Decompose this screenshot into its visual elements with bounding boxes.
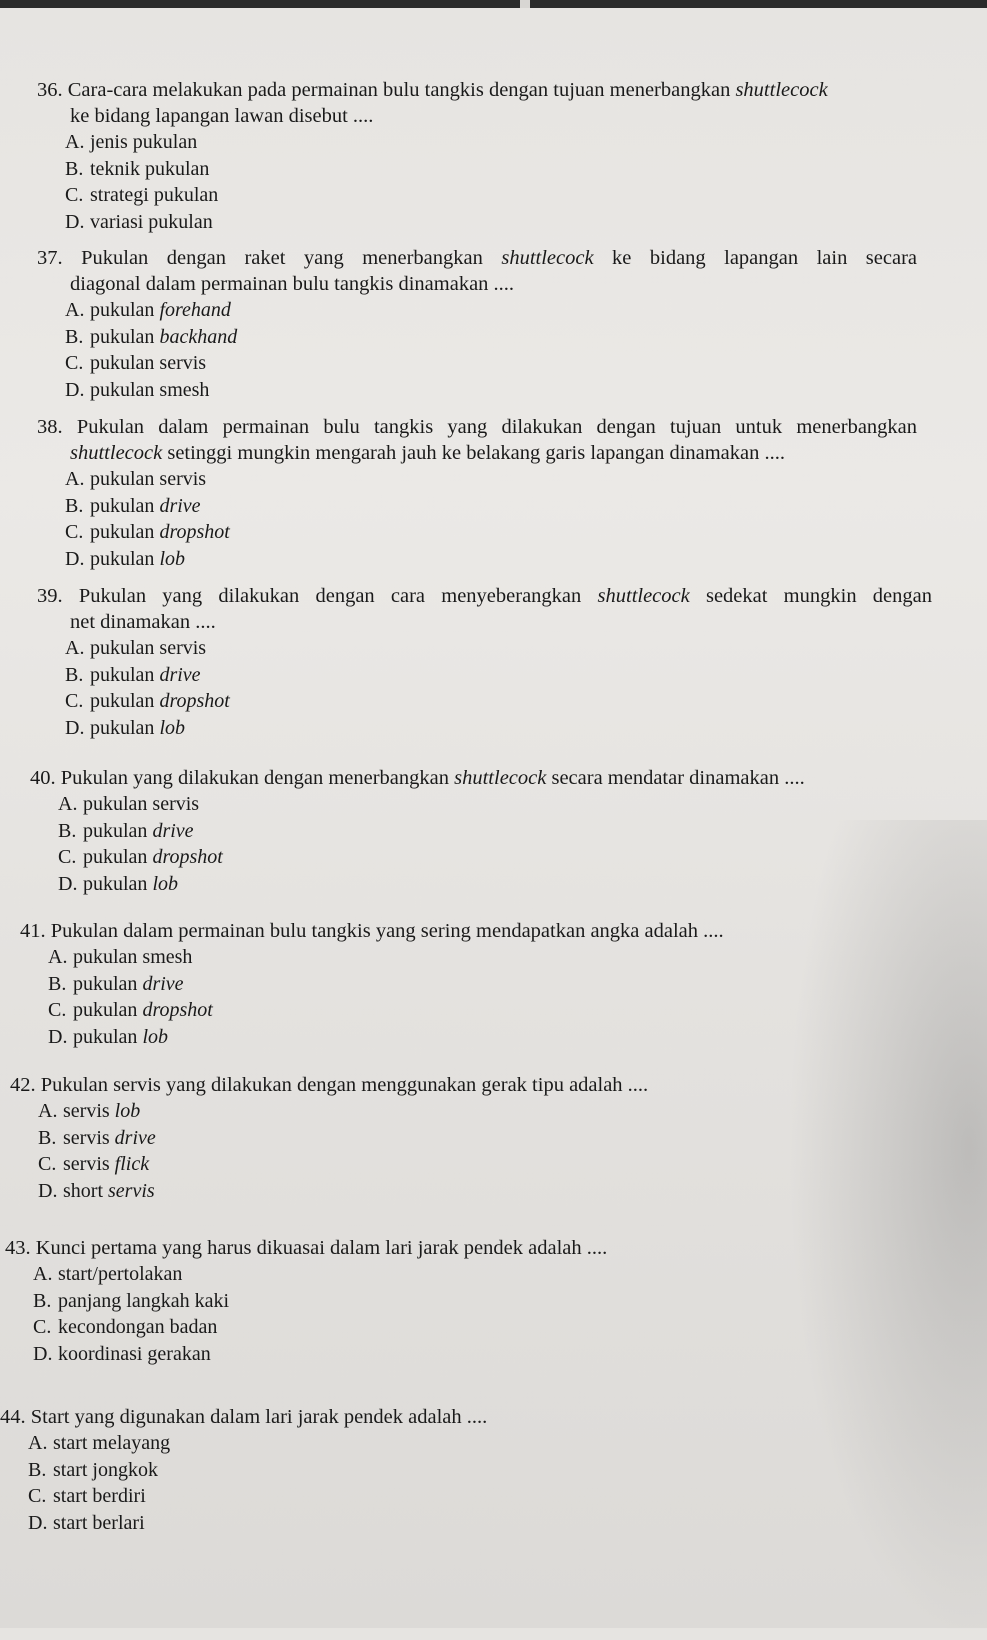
question-36 <box>37 77 828 235</box>
answer-options <box>65 297 917 403</box>
question-stem <box>10 1072 648 1098</box>
question-38 <box>37 414 917 572</box>
text-segment: koordinasi gerakan <box>58 1342 211 1365</box>
text-segment: servis <box>63 1153 115 1175</box>
answer-option-b[interactable] <box>28 1457 487 1484</box>
answer-option-b[interactable] <box>48 971 724 998</box>
text-segment: Pukulan servis yang dilakukan dengan menggunakan gerak tipu adalah .... <box>40 1074 649 1096</box>
option-letter: C. <box>48 999 67 1021</box>
option-letter: D. <box>65 378 85 401</box>
text-segment: panjang langkah kaki <box>58 1289 230 1312</box>
option-letter: B. <box>65 663 84 686</box>
text-segment: pukulan smesh <box>90 378 210 401</box>
option-letter: A. <box>65 299 85 321</box>
text-segment: pukulan servis <box>83 793 200 815</box>
option-letter: D. <box>48 1025 68 1048</box>
option-letter: A. <box>38 1100 58 1122</box>
option-letter: D. <box>33 1342 53 1365</box>
option-letter: A. <box>65 637 85 659</box>
option-letter: D. <box>65 547 85 570</box>
answer-option-b[interactable] <box>58 818 805 845</box>
italic-term: drive <box>159 663 201 686</box>
question-number: 38. <box>37 416 63 438</box>
question-number: 44. <box>0 1406 26 1428</box>
option-letter: D. <box>28 1511 48 1534</box>
question-37 <box>37 245 917 403</box>
answer-option-a[interactable] <box>28 1430 487 1457</box>
text-segment: pukulan <box>90 716 160 739</box>
text-segment: start melayang <box>53 1432 171 1454</box>
text-segment: start jongkok <box>53 1458 158 1481</box>
text-segment: pukulan <box>90 521 160 543</box>
text-segment: secara mendatar dinamakan .... <box>546 767 805 789</box>
text-segment: pukulan <box>73 972 143 995</box>
option-letter: A. <box>65 468 85 490</box>
answer-option-d[interactable] <box>48 1024 724 1051</box>
option-letter: B. <box>65 494 84 517</box>
text-segment: Kunci pertama yang harus dikuasai dalam lari jarak pendek adalah .... <box>35 1237 608 1259</box>
italic-term: backhand <box>159 325 238 348</box>
text-segment: Cara-cara melakukan pada permainan bulu tangkis dengan tujuan menerbangkan <box>67 79 736 101</box>
answer-option-a[interactable] <box>65 297 917 324</box>
option-letter: D. <box>65 716 85 739</box>
answer-option-c[interactable] <box>48 997 724 1024</box>
italic-term: lob <box>142 1025 168 1048</box>
option-letter: C. <box>33 1316 52 1338</box>
italic-term: dropshot <box>159 690 230 712</box>
text-segment: setinggi mungkin mengarah jauh ke belakang garis lapangan dinamakan .... <box>162 442 786 464</box>
question-number: 36. <box>37 79 63 101</box>
question-number: 40. <box>30 767 56 789</box>
text-segment: servis <box>63 1100 115 1122</box>
option-letter: B. <box>38 1126 57 1149</box>
italic-term: lob <box>159 716 185 739</box>
answer-option-a[interactable] <box>33 1261 607 1288</box>
question-stem <box>37 245 917 271</box>
text-segment: jenis pukulan <box>90 131 198 153</box>
option-letter: B. <box>58 819 77 842</box>
question-44 <box>0 1404 487 1536</box>
option-letter: C. <box>65 352 84 374</box>
answer-option-d[interactable] <box>65 546 917 573</box>
text-segment: pukulan <box>90 547 160 570</box>
text-segment: servis <box>63 1126 115 1149</box>
answer-options <box>48 944 724 1050</box>
italic-term: dropshot <box>142 999 213 1021</box>
text-segment: kecondongan badan <box>58 1316 218 1338</box>
option-letter: C. <box>58 846 77 868</box>
answer-options <box>65 635 932 741</box>
question-number: 42. <box>10 1074 36 1096</box>
italic-term: lob <box>114 1100 141 1122</box>
answer-options <box>65 129 828 235</box>
answer-option-c[interactable] <box>65 519 917 546</box>
italic-term: drive <box>152 819 194 842</box>
option-letter: A. <box>33 1263 53 1285</box>
option-letter: A. <box>48 946 68 968</box>
text-segment: pukulan servis <box>90 352 207 374</box>
text-segment: teknik pukulan <box>90 157 210 180</box>
answer-option-d[interactable] <box>65 209 828 236</box>
answer-option-d[interactable] <box>33 1341 607 1368</box>
photo-shadow <box>787 820 987 1640</box>
answer-options <box>33 1261 607 1367</box>
question-stem <box>37 583 932 609</box>
italic-term: drive <box>114 1126 156 1149</box>
italic-term: lob <box>152 872 178 895</box>
question-stem-continued <box>70 609 932 635</box>
answer-option-d[interactable] <box>65 715 932 742</box>
answer-option-a[interactable] <box>65 466 917 493</box>
option-letter: D. <box>38 1179 58 1202</box>
question-stem <box>37 414 917 440</box>
option-letter: D. <box>58 872 78 895</box>
option-letter: C. <box>65 184 84 206</box>
answer-option-b[interactable] <box>65 662 932 689</box>
text-segment: start berdiri <box>53 1485 146 1507</box>
text-segment: sedekat mungkin dengan <box>689 585 933 607</box>
option-letter: B. <box>48 972 67 995</box>
question-stem <box>5 1235 607 1261</box>
italic-term: dropshot <box>159 521 230 543</box>
text-segment: pukulan <box>73 999 143 1021</box>
option-letter: D. <box>65 210 85 233</box>
answer-option-a[interactable] <box>38 1098 648 1125</box>
question-number: 43. <box>5 1237 31 1259</box>
text-segment: strategi pukulan <box>90 184 219 206</box>
option-letter: C. <box>65 690 84 712</box>
answer-option-d[interactable] <box>65 377 917 404</box>
question-41 <box>20 918 724 1050</box>
option-letter: C. <box>65 521 84 543</box>
question-stem-continued <box>70 440 917 466</box>
answer-option-a[interactable] <box>65 129 828 156</box>
text-segment: pukulan <box>90 299 160 321</box>
option-letter: A. <box>28 1432 48 1454</box>
question-40 <box>30 765 805 897</box>
text-segment: pukulan <box>83 819 153 842</box>
text-segment: Pukulan yang dilakukan dengan cara menyeberangkan <box>78 585 598 607</box>
question-stem-continued <box>70 271 917 297</box>
text-segment: pukulan <box>90 663 160 686</box>
answer-option-a[interactable] <box>48 944 724 971</box>
italic-term: shuttlecock <box>597 585 690 607</box>
answer-option-b[interactable] <box>65 493 917 520</box>
question-43 <box>5 1235 607 1367</box>
question-stem <box>20 918 724 944</box>
text-segment: Start yang digunakan dalam lari jarak pendek adalah .... <box>30 1406 488 1428</box>
answer-option-c[interactable] <box>58 844 805 871</box>
option-letter: B. <box>33 1289 52 1312</box>
italic-term: dropshot <box>152 846 223 868</box>
text-segment: pukulan servis <box>90 637 207 659</box>
answer-options <box>38 1098 648 1204</box>
italic-term: shuttlecock <box>735 79 828 101</box>
option-letter: B. <box>65 325 84 348</box>
answer-option-c[interactable] <box>28 1483 487 1510</box>
option-letter: C. <box>38 1153 57 1175</box>
answer-options <box>58 791 805 897</box>
option-letter: B. <box>28 1458 47 1481</box>
question-42 <box>10 1072 648 1204</box>
text-segment: pukulan <box>83 872 153 895</box>
text-segment: diagonal dalam permainan bulu tangkis dinamakan .... <box>70 273 515 295</box>
answer-option-c[interactable] <box>33 1314 607 1341</box>
text-segment: start/pertolakan <box>58 1263 183 1285</box>
text-segment: ke bidang lapangan lain secara <box>593 247 918 269</box>
text-segment: Pukulan dalam permainan bulu tangkis yang sering mendapatkan angka adalah .... <box>50 920 724 942</box>
italic-term: drive <box>142 972 184 995</box>
photo-top-edge <box>0 0 987 8</box>
answer-option-a[interactable] <box>58 791 805 818</box>
answer-option-b[interactable] <box>65 156 828 183</box>
question-stem <box>30 765 805 791</box>
text-segment: pukulan <box>90 325 160 348</box>
question-stem <box>37 77 828 103</box>
question-number: 39. <box>37 585 63 607</box>
question-stem-continued <box>70 103 828 129</box>
answer-option-d[interactable] <box>58 871 805 898</box>
italic-term: drive <box>159 494 201 517</box>
text-segment: Pukulan yang dilakukan dengan menerbangkan <box>60 767 455 789</box>
italic-term: shuttlecock <box>501 247 594 269</box>
italic-term: lob <box>159 547 185 570</box>
photo-top-notch <box>520 0 530 8</box>
answer-options <box>65 466 917 572</box>
text-segment: short <box>63 1179 108 1202</box>
answer-option-b[interactable] <box>33 1288 607 1315</box>
answer-option-d[interactable] <box>38 1178 648 1205</box>
text-segment: Pukulan dengan raket yang menerbangkan <box>81 247 502 269</box>
italic-term: flick <box>114 1153 150 1175</box>
text-segment: pukulan <box>83 846 153 868</box>
italic-term: shuttlecock <box>454 767 547 789</box>
answer-option-c[interactable] <box>65 350 917 377</box>
question-number: 37. <box>37 247 63 269</box>
text-segment: pukulan smesh <box>73 946 193 968</box>
question-39 <box>37 583 932 741</box>
answer-options <box>28 1430 487 1536</box>
question-stem <box>0 1404 487 1430</box>
text-segment: net dinamakan .... <box>70 611 216 633</box>
text-segment: pukulan <box>90 494 160 517</box>
option-letter: C. <box>28 1485 47 1507</box>
answer-option-d[interactable] <box>28 1510 487 1537</box>
answer-option-b[interactable] <box>65 324 917 351</box>
italic-term: servis <box>108 1179 155 1202</box>
text-segment: start berlari <box>53 1511 145 1534</box>
text-segment: pukulan servis <box>90 468 207 490</box>
option-letter: A. <box>65 131 85 153</box>
italic-term: forehand <box>159 299 231 321</box>
text-segment: pukulan <box>73 1025 143 1048</box>
answer-option-a[interactable] <box>65 635 932 662</box>
option-letter: A. <box>58 793 78 815</box>
answer-option-b[interactable] <box>38 1125 648 1152</box>
text-segment: pukulan <box>90 690 160 712</box>
option-letter: B. <box>65 157 84 180</box>
answer-option-c[interactable] <box>65 182 828 209</box>
text-segment: variasi pukulan <box>90 210 213 233</box>
answer-option-c[interactable] <box>65 688 932 715</box>
text-segment: Pukulan dalam permainan bulu tangkis yang dilakukan dengan tujuan untuk menerbangkan <box>76 416 918 438</box>
italic-term: shuttlecock <box>70 442 163 464</box>
answer-option-c[interactable] <box>38 1151 648 1178</box>
question-number: 41. <box>20 920 46 942</box>
text-segment: ke bidang lapangan lawan disebut .... <box>70 105 374 127</box>
